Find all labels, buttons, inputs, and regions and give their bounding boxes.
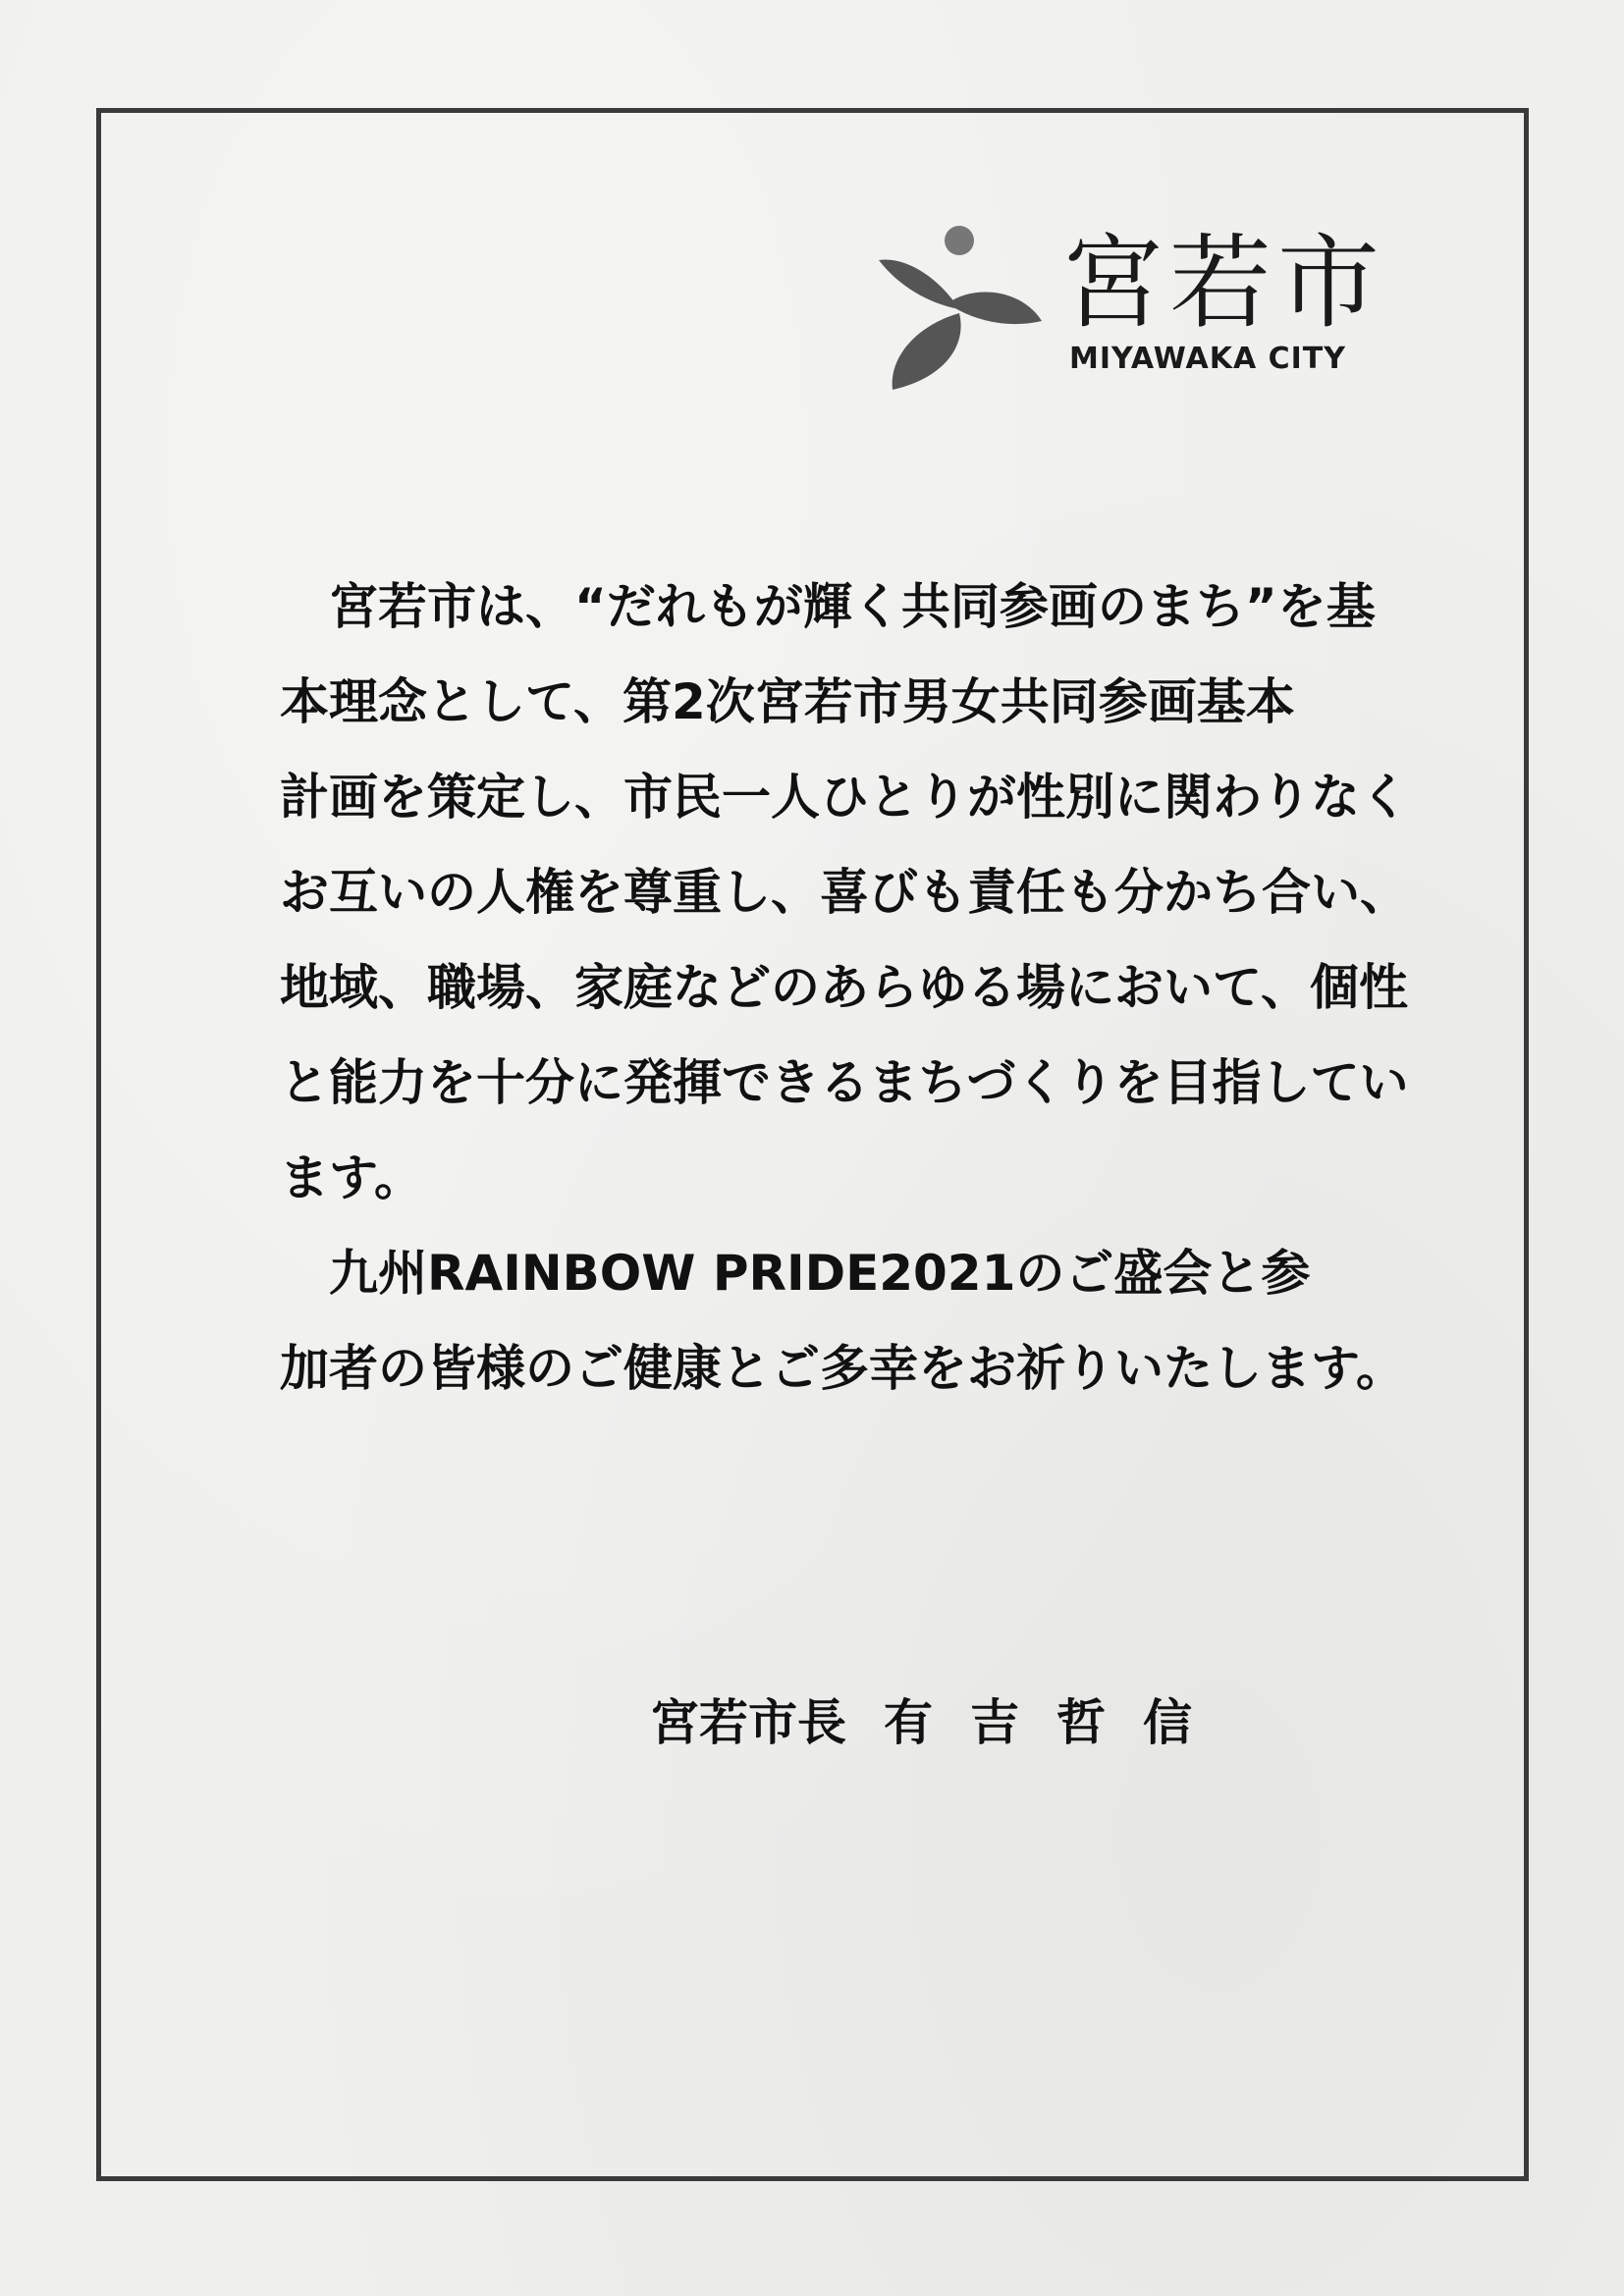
mayor-name: 有吉哲信 [884,1694,1229,1751]
city-logo [877,219,1387,391]
mayor-signature [650,1693,1229,1752]
message-body [280,560,1409,1416]
mayor-title: 宮若市長 [650,1694,846,1751]
message-line: 本理念として、第2次宮若市男女共同参画基本 [280,673,1295,730]
message-line: ます。 [280,1149,423,1206]
message-line: 九州RAINBOW PRIDE2021のご盛会と参 [280,1245,1311,1302]
miyawaka-city-emblem-icon [877,219,1044,391]
message-line: 計画を策定し、市民一人ひとりが性別に関わりなく [280,769,1409,826]
message-line: と能力を十分に発揮できるまちづくりを目指してい [280,1054,1409,1111]
message-line: お互いの人権を尊重し、喜びも責任も分かち合い、 [280,864,1409,921]
message-line: 加者の皆様のご健康とご多幸をお祈りいたします。 [280,1340,1405,1397]
city-name-english: MIYAWAKA CITY [1069,342,1346,376]
message-line: 宮若市は、“だれもが輝く共同参画のまち”を基 [280,578,1376,635]
city-name: 宮若市 [1061,223,1386,343]
message-line: 地域、職場、家庭などのあらゆる場において、個性 [280,959,1408,1016]
